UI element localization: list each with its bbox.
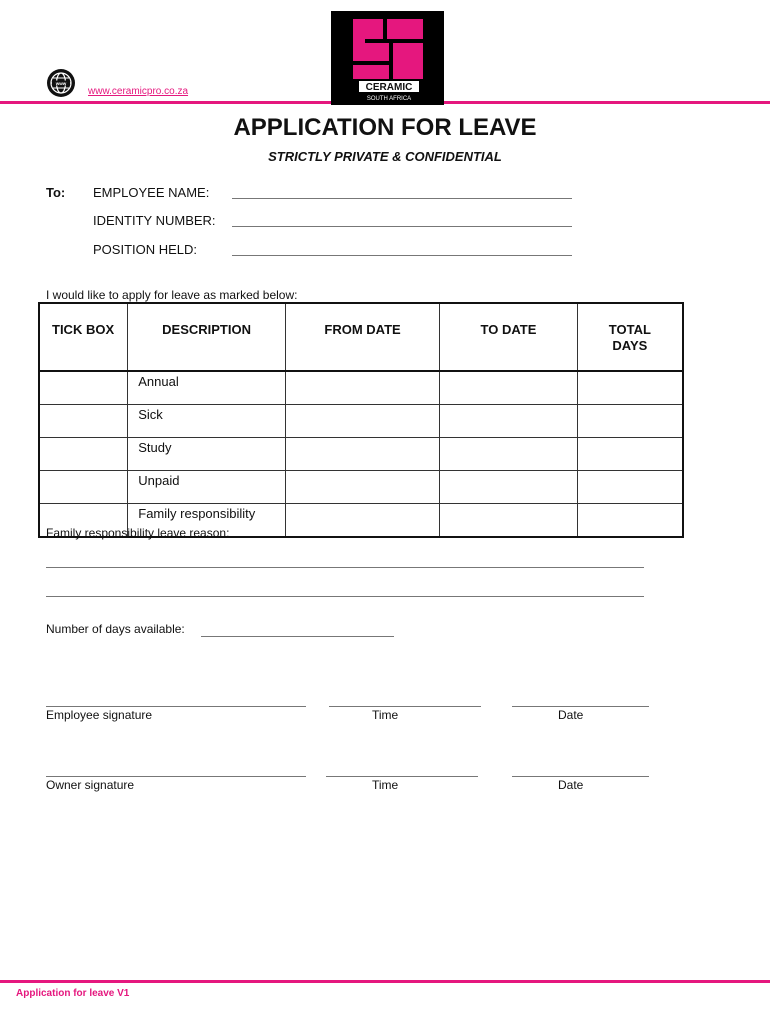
- tick-cell-unpaid[interactable]: [39, 471, 128, 504]
- row-label: Unpaid: [128, 471, 286, 504]
- days-available-field[interactable]: [201, 636, 394, 637]
- owner-signature-label: Owner signature: [46, 778, 135, 792]
- position-held-field[interactable]: [232, 255, 572, 256]
- total-days-cell[interactable]: [577, 504, 683, 538]
- tick-cell-annual[interactable]: [39, 371, 128, 405]
- page-title: APPLICATION FOR LEAVE: [233, 114, 537, 141]
- header-total-days: TOTAL DAYS: [577, 303, 683, 371]
- to-date-cell[interactable]: [440, 371, 577, 405]
- family-reason-label: Family responsibility leave reason:: [46, 526, 230, 540]
- svg-text:www: www: [55, 80, 67, 86]
- row-label: Annual: [128, 371, 286, 405]
- owner-signature-field[interactable]: [46, 776, 306, 777]
- employee-time-field[interactable]: [329, 706, 481, 707]
- logo-subtext: SOUTH AFRICA: [366, 96, 412, 102]
- tick-cell-study[interactable]: [39, 438, 128, 471]
- employee-date-field[interactable]: [512, 706, 649, 707]
- identity-number-label: IDENTITY NUMBER:: [93, 213, 216, 228]
- header-from-date: FROM DATE: [285, 303, 439, 371]
- to-date-cell[interactable]: [440, 405, 577, 438]
- employee-name-label: EMPLOYEE NAME:: [93, 185, 210, 200]
- to-date-cell[interactable]: [440, 438, 577, 471]
- from-date-cell[interactable]: [285, 405, 439, 438]
- to-label: To:: [46, 185, 66, 200]
- table-row: [39, 405, 683, 438]
- company-logo: [331, 11, 444, 105]
- to-date-cell[interactable]: [440, 471, 577, 504]
- owner-date-field[interactable]: [512, 776, 649, 777]
- reason-line-2[interactable]: [46, 596, 644, 597]
- total-days-cell[interactable]: [577, 438, 683, 471]
- from-date-cell[interactable]: [285, 471, 439, 504]
- leave-intro-text: I would like to apply for leave as marked below:: [46, 288, 298, 302]
- page-subtitle: STRICTLY PRIVATE & CONFIDENTIAL: [268, 149, 502, 164]
- employee-signature-label: Employee signature: [46, 708, 153, 722]
- globe-icon: [46, 68, 76, 98]
- table-header-row: [39, 303, 683, 371]
- total-days-cell[interactable]: [577, 405, 683, 438]
- total-days-cell[interactable]: [577, 471, 683, 504]
- table-row: [39, 471, 683, 504]
- website-link[interactable]: www.ceramicpro.co.za: [88, 86, 189, 97]
- to-date-cell[interactable]: [440, 504, 577, 538]
- employee-name-field[interactable]: [232, 198, 572, 199]
- logo-text: CERAMIC: [365, 82, 413, 93]
- table-row: [39, 438, 683, 471]
- row-label: Sick: [128, 405, 286, 438]
- owner-date-label: Date: [558, 778, 584, 792]
- total-days-cell[interactable]: [577, 371, 683, 405]
- table-row: [39, 371, 683, 405]
- footer-divider: [0, 980, 770, 983]
- reason-line-1[interactable]: [46, 567, 644, 568]
- from-date-cell[interactable]: [285, 438, 439, 471]
- identity-number-field[interactable]: [232, 226, 572, 227]
- employee-time-label: Time: [372, 708, 399, 722]
- from-date-cell[interactable]: [285, 504, 439, 538]
- footer-version: Application for leave V1: [16, 988, 130, 999]
- position-held-label: POSITION HELD:: [93, 242, 198, 257]
- employee-signature-field[interactable]: [46, 706, 306, 707]
- header-description: DESCRIPTION: [128, 303, 286, 371]
- from-date-cell[interactable]: [285, 371, 439, 405]
- employee-date-label: Date: [558, 708, 584, 722]
- days-available-label: Number of days available:: [46, 622, 185, 636]
- header-tick-box: TICK BOX: [39, 303, 128, 371]
- tick-cell-sick[interactable]: [39, 405, 128, 438]
- owner-time-field[interactable]: [326, 776, 478, 777]
- owner-time-label: Time: [372, 778, 399, 792]
- row-label: Study: [128, 438, 286, 471]
- leave-table: [38, 302, 684, 538]
- header-to-date: TO DATE: [440, 303, 577, 371]
- row-label: Family responsibility: [128, 504, 286, 538]
